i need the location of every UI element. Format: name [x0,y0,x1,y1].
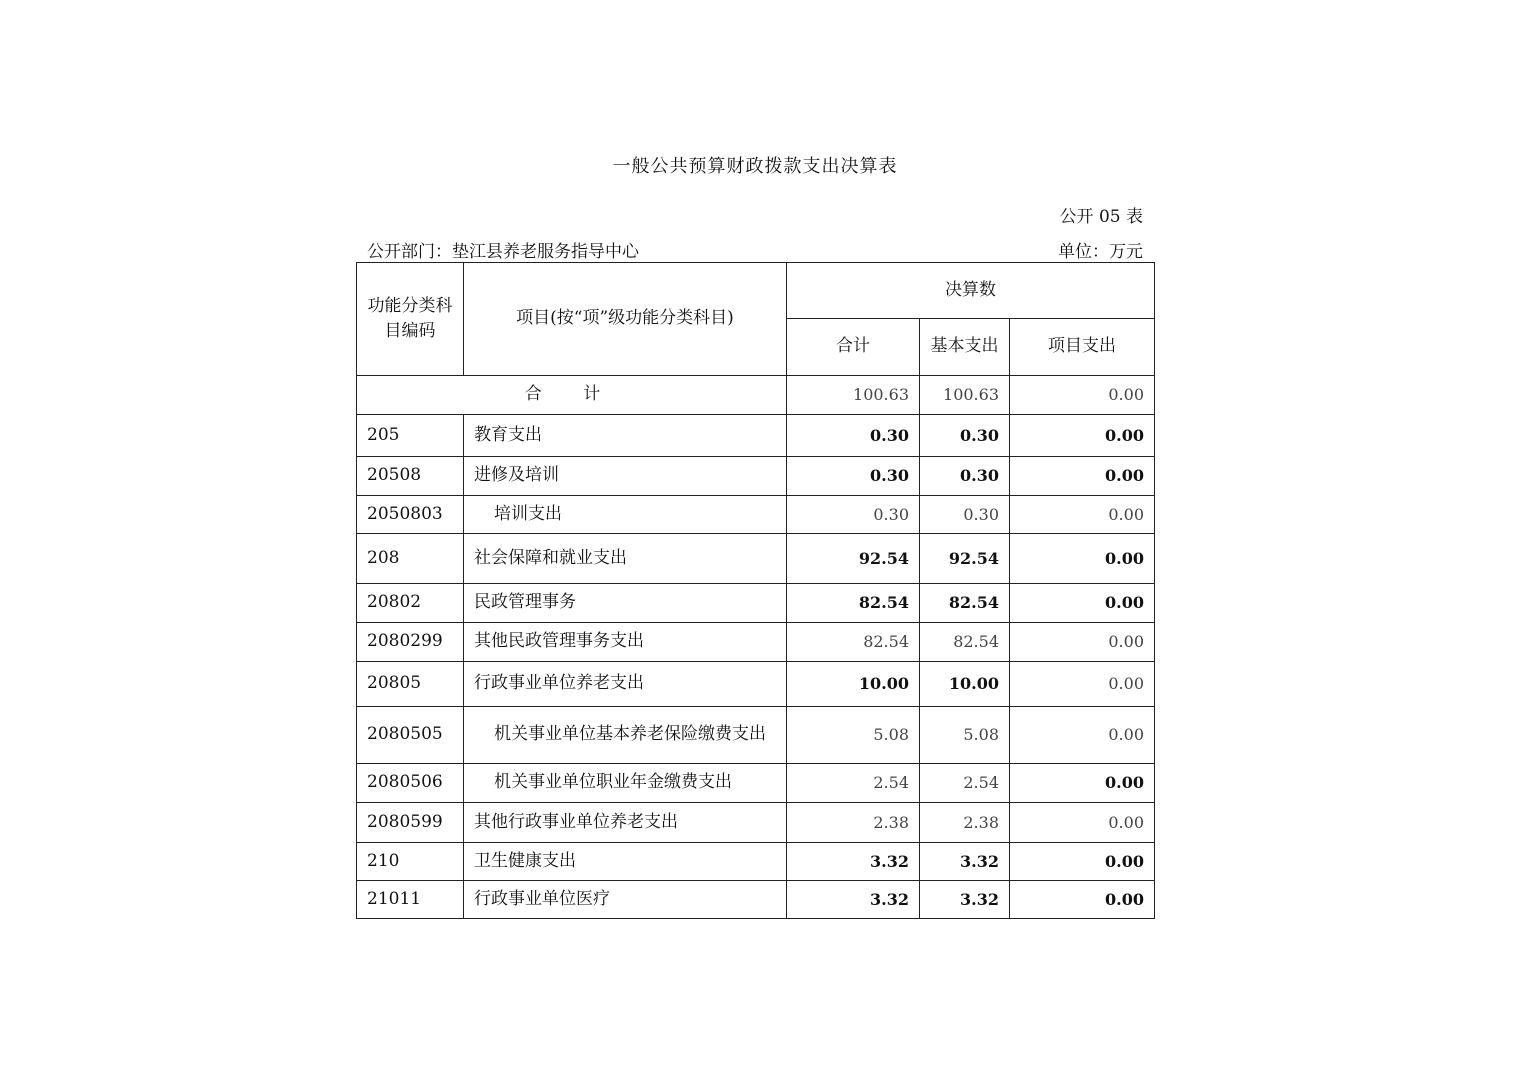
row-total: 3.32 [787,843,920,881]
header-final-amount: 决算数 [787,263,1155,319]
header-row [357,263,1155,319]
expenditure-table [356,262,1155,919]
row-project: 0.00 [1010,881,1155,919]
row-basic: 3.32 [920,881,1010,919]
row-code: 2080599 [357,803,464,843]
grand-total-row [357,376,1155,415]
row-total: 3.32 [787,881,920,919]
row-project: 0.00 [1010,496,1155,534]
table-row [357,881,1155,919]
unit-label: 单位：万元 [1058,242,1143,262]
row-total: 10.00 [787,662,920,707]
row-total: 2.38 [787,803,920,843]
grand-total-total: 100.63 [787,376,920,415]
row-total: 0.30 [787,457,920,496]
row-name: 卫生健康支出 [464,843,787,881]
table-row [357,803,1155,843]
row-total: 0.30 [787,415,920,457]
grand-total-basic: 100.63 [920,376,1010,415]
table-row [357,662,1155,707]
table-row [357,764,1155,803]
row-basic: 82.54 [920,584,1010,623]
row-basic: 2.38 [920,803,1010,843]
row-project: 0.00 [1010,707,1155,764]
row-code: 205 [357,415,464,457]
table-row [357,623,1155,662]
row-basic: 0.30 [920,496,1010,534]
header-total: 合计 [787,319,920,376]
table-row [357,415,1155,457]
row-project: 0.00 [1010,623,1155,662]
row-name: 社会保障和就业支出 [464,534,787,584]
row-total: 5.08 [787,707,920,764]
header-basic: 基本支出 [920,319,1010,376]
row-name: 教育支出 [464,415,787,457]
row-total: 92.54 [787,534,920,584]
row-name: 机关事业单位基本养老保险缴费支出 [464,707,787,764]
row-name: 民政管理事务 [464,584,787,623]
row-code: 20508 [357,457,464,496]
row-basic: 92.54 [920,534,1010,584]
row-code: 208 [357,534,464,584]
row-name: 其他民政管理事务支出 [464,623,787,662]
row-project: 0.00 [1010,584,1155,623]
row-basic: 5.08 [920,707,1010,764]
row-project: 0.00 [1010,803,1155,843]
row-total: 2.54 [787,764,920,803]
row-code: 20805 [357,662,464,707]
row-name: 其他行政事业单位养老支出 [464,803,787,843]
row-project: 0.00 [1010,662,1155,707]
header-project: 项目支出 [1010,319,1155,376]
row-total: 82.54 [787,584,920,623]
row-code: 2080299 [357,623,464,662]
row-project: 0.00 [1010,415,1155,457]
row-name: 培训支出 [464,496,787,534]
table-row [357,534,1155,584]
row-total: 82.54 [787,623,920,662]
report-title: 一般公共预算财政拨款支出决算表 [612,156,898,177]
row-name: 进修及培训 [464,457,787,496]
department-label: 公开部门：垫江县养老服务指导中心 [367,242,639,262]
row-basic: 82.54 [920,623,1010,662]
row-basic: 2.54 [920,764,1010,803]
row-basic: 0.30 [920,415,1010,457]
row-code: 20802 [357,584,464,623]
header-code: 功能分类科目编码 [357,263,464,376]
row-project: 0.00 [1010,764,1155,803]
row-project: 0.00 [1010,457,1155,496]
row-project: 0.00 [1010,534,1155,584]
row-code: 2080506 [357,764,464,803]
table-row [357,584,1155,623]
row-code: 21011 [357,881,464,919]
grand-total-project: 0.00 [1010,376,1155,415]
table-row [357,707,1155,764]
row-total: 0.30 [787,496,920,534]
row-name: 行政事业单位医疗 [464,881,787,919]
row-code: 2080505 [357,707,464,764]
row-basic: 10.00 [920,662,1010,707]
row-project: 0.00 [1010,843,1155,881]
table-row [357,843,1155,881]
table-row [357,457,1155,496]
table-row [357,496,1155,534]
grand-total-label: 合 计 [357,376,787,415]
row-code: 2050803 [357,496,464,534]
row-name: 机关事业单位职业年金缴费支出 [464,764,787,803]
row-basic: 3.32 [920,843,1010,881]
form-number: 公开 05 表 [1059,207,1143,227]
row-basic: 0.30 [920,457,1010,496]
row-code: 210 [357,843,464,881]
row-name: 行政事业单位养老支出 [464,662,787,707]
header-name: 项目(按“项”级功能分类科目) [464,263,787,376]
